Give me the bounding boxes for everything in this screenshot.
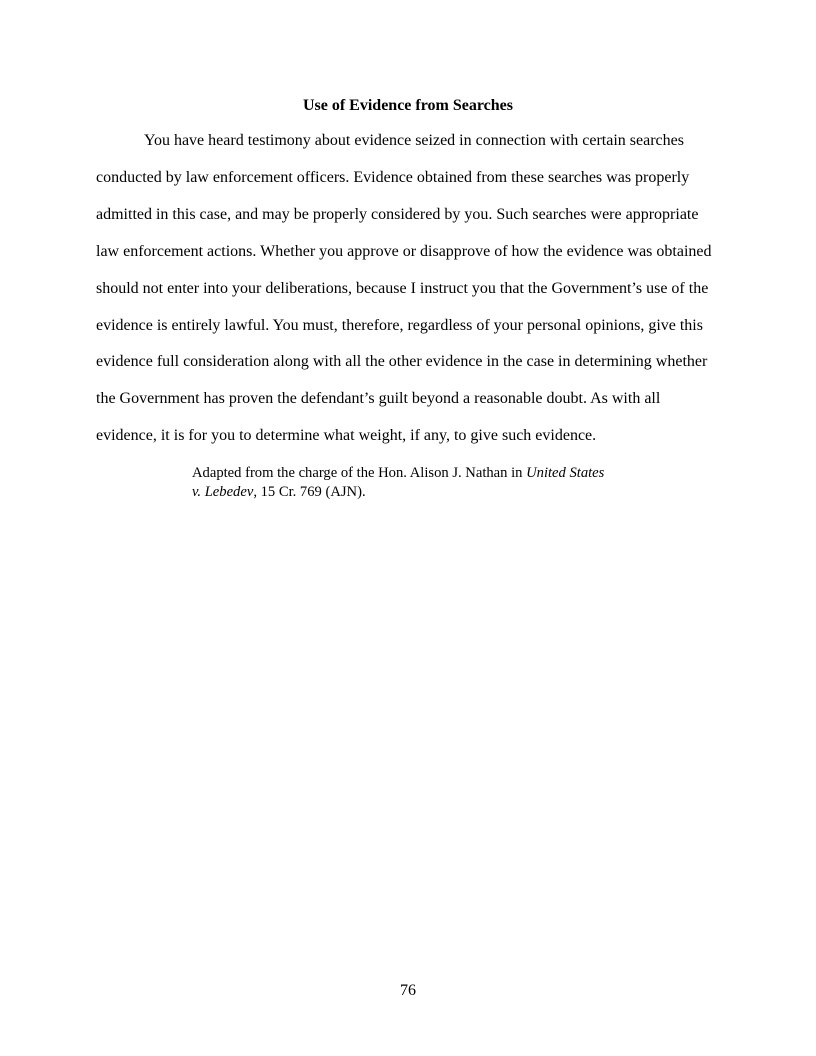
case-name: v. Lebedev (192, 484, 254, 500)
body-line: should not enter into your deliberations, because I instruct you that the Government’s use of the (96, 280, 709, 297)
body-line: evidence, it is for you to determine what weight, if any, to give such evidence. (96, 427, 597, 444)
citation-text: , 15 Cr. 769 (AJN). (253, 484, 366, 500)
citation-text: Adapted from the charge of the Hon. Alison J. Nathan in (192, 465, 527, 481)
citation-line-1 (192, 465, 604, 482)
body-line: evidence is entirely lawful. You must, therefore, regardless of your personal opinions, give this (96, 317, 703, 334)
citation-line-2 (192, 484, 366, 501)
case-name: United States (526, 465, 605, 481)
body-line: conducted by law enforcement officers. Evidence obtained from these searches was properly (96, 169, 690, 186)
page-number: 76 (400, 982, 416, 999)
section-title: Use of Evidence from Searches (302, 97, 514, 114)
body-line: the Government has proven the defendant’s guilt beyond a reasonable doubt. As with all (96, 390, 661, 407)
body-line: You have heard testimony about evidence seized in connection with certain searches (144, 132, 684, 149)
body-line: evidence full consideration along with all the other evidence in the case in determining whether (96, 353, 708, 370)
body-line: law enforcement actions. Whether you approve or disapprove of how the evidence was obtained (96, 243, 712, 260)
body-line: admitted in this case, and may be properly considered by you. Such searches were appropriate (96, 206, 699, 223)
